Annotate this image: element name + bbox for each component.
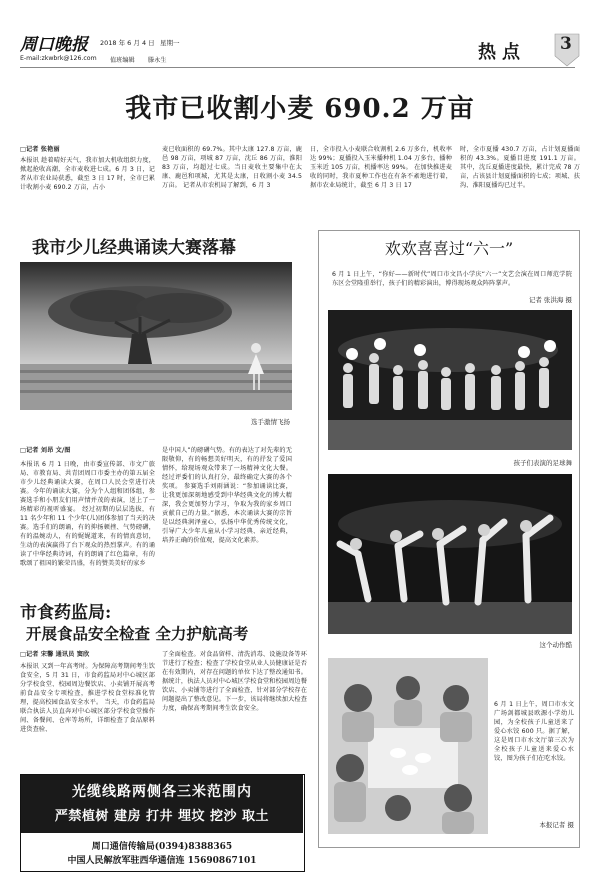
story3-byline: □记者 宋馨 通讯员 窦欣 [20,651,90,658]
masthead [0,0,600,70]
story4-photo-2 [328,474,572,634]
lead-byline: □记者 张艳丽 [20,146,60,153]
martial-arts-performance-image [328,474,572,634]
issue-weekday: 星期一 [160,39,180,47]
story4-caption-2: 这个动作酷 [539,641,572,649]
notice-line-2: 严禁植树 建房 打井 埋坟 挖沙 取土 [54,809,270,824]
issue-date: 2018 年 6 月 4 日 [100,39,155,47]
newspaper-logo: 周口晚报 [20,35,88,55]
story2-photo [20,262,292,410]
masthead-divider [20,67,575,68]
football-dance-image [328,310,572,450]
lead-column-4: 时，全市夏播 430.7 万亩，占计划夏播面积的 43.3%。夏播目进度 191.1 万亩。其中，沈丘夏播进度最快，累计完成 78 万亩，占该县计划夏播面积的七成；项城、扶沟、淮阳夏播均已过半。 [460,146,580,189]
story4-photo-3 [328,658,488,834]
story4-credit-1: 记者 张洪海 摄 [528,296,572,304]
section-title: 热点 [478,42,526,63]
children-eating-dumplings-image [328,658,488,834]
notice-line-1: 光缆线路两侧各三米范围内 [72,784,252,800]
story4-intro: 6 月 1 日上午，“你好——新时代”周口市文昌小学庆“六一”文艺会演在周口师范学院东区会堂隆重举行，孩子们的精彩演出，博得现场观众阵阵掌声。 [332,271,572,287]
lead-column-2: 麦已收面积的 69.7%。其中太康 127.8 万亩，鹿邑 98 万亩，项城 87 万亩，沈丘 86 万亩，淮阳 83 万亩，均超过七成。当日麦收主要集中在太康、鹿邑和项城，尤其是太康，日收割小麦 34.5 万亩。 记者从市农机局了解到，6 月 3 [162,146,302,189]
story4-credit-2: 本报记者 摄 [539,821,574,829]
story4-photo-1 [328,310,572,450]
story3-headline-2: 开展食品安全检查 全力护航高考 [26,624,249,643]
duty-editor-label: 值班编辑 [110,57,135,64]
story4-headline: 欢欢喜喜过“六一” [384,239,514,258]
fiber-cable-notice [20,774,305,872]
story3-headline-1: 市食药监局: [20,603,112,623]
notice-line-3: 周口通信传输局(0394)8388365 [91,842,233,852]
story2-column-1: 本报讯 6 月 1 日晚，由市委宣传部、市文广旅局、市教育局、共青团周口市委主办的第五届全市少儿经典诵读大赛，在周口人民会堂进行决赛。今年的诵读大赛，分为个人组和团体组，参赛选手和小朋友们用声情并茂的表演，送上了一场精彩的视听盛宴。 经过初期的层层选拔，有 11 名少年和 11 个少年(儿)团体参加了当天的决赛。选手们的朗诵，有的抑扬顿挫、气势磅礴，有的温婉动人，有的娓娓道来，有的情真意切，生动的表演赢得了台下观众的热烈掌声。有的诵读了中华经典诗词，有的朗诵了红色篇章，有的歌颂了祖国的繁荣昌盛，有的赞美美好的家乡 [20,461,155,567]
notice-line-4: 中国人民解放军驻西华通信连 15690867101 [67,856,257,866]
lead-headline: 我市已收割小麦 690.2 万亩 [125,94,475,124]
story2-byline: □记者 刘昂 文/图 [20,447,71,454]
duty-editor-name: 滕永生 [148,57,167,64]
lead-column-1: 本报讯 趁着晴好天气，我市加大机收组织力度，掀起抢收高潮，全市麦收进七成。6 月 3 日，记者从市农业局获悉，截至 3 日 17 时，全市已累计收割小麦 690.2 万亩，占小 [20,157,155,191]
story2-photo-caption: 选手激情飞扬 [251,418,290,426]
story2-column-2: 是中国人”的磅礴气势。有的表达了对先辈的无限敬仰，有的畅想美好明天，有的抒发了爱国情怀，给现场观众带来了一场精神文化大餐。经过评委们的认真打分，最终确定大赛的各个奖项。 参赛选手刘雨涵说：“参加诵读比赛，让我更加深刻地感受到中华经典文化的博大精深，我会更加努力学习，争取为我的家乡周口贡献自己的力量。”据悉，本次诵读大赛的宗旨是以经典润泽童心，弘扬中华优秀传统文化，引导广大少年儿童从小学习经典、亲近经典，培养正确的价值观，提高文化素养。 [162,447,292,544]
story4-caption-1: 孩子们表演的足球舞 [513,459,572,467]
stage-performance-image [20,262,292,410]
story4-side-text: 6 月 1 日上午，周口市水文广场剑都城县欧源小学幼儿园，为全校孩子儿童送来了爱心水饺 600 只。据了解，这是周口市水文厅第三次为全校孩子儿童送来爱心水饺，图为孩子们在吃水饺。 [494,701,574,762]
page-number-badge [553,32,581,68]
lead-column-3: 日，全市投入小麦联合收割机 2.6 万多台，机收率达 99%；夏播投入玉米播种机 1.04 万多台，播种玉米近 105 万亩，机播率达 99%。 在加快推进麦收的同时，我市夏种工作也在有条不紊地进行着，据市农业局统计，截至 6 月 3 日 17 [310,146,452,189]
story3-column-1: 本报讯 又到一年高考时。为保障高考期间考生饮食安全，5 月 31 日，市食药监局对中心城区部分学校食堂、校园周边餐饮店、小卖铺开展高考前食品安全专项检查，推进学校食堂标准化管理，提高校园食品安全水平。 当天，市食药监局联合执法人员直奔对中心城区部分学校食堂操作间、备餐间、仓库等场所，详细检查了食品原料进货查验、 [20,663,155,733]
story3-column-2: 了全面检查。对食品留样、清洗消毒、设施设备等环节进行了检查；检查了学校食堂从业人员健康证是否在有效期内，对存在问题的单位下达了整改通知书。 据统计，执法人员对中心城区学校食堂和校园周边餐饮店、小卖铺等进行了全面检查，针对部分学校存在问题提出了整改意见。下一步，该局将继续加大检查力度，确保高考期间考生饮食安全。 [162,651,307,712]
contact-email: E-mail:zkwbrk@126.com [20,55,97,62]
story2-headline: 我市少儿经典诵读大赛落幕 [32,238,236,258]
page-number: 3 [560,34,572,54]
